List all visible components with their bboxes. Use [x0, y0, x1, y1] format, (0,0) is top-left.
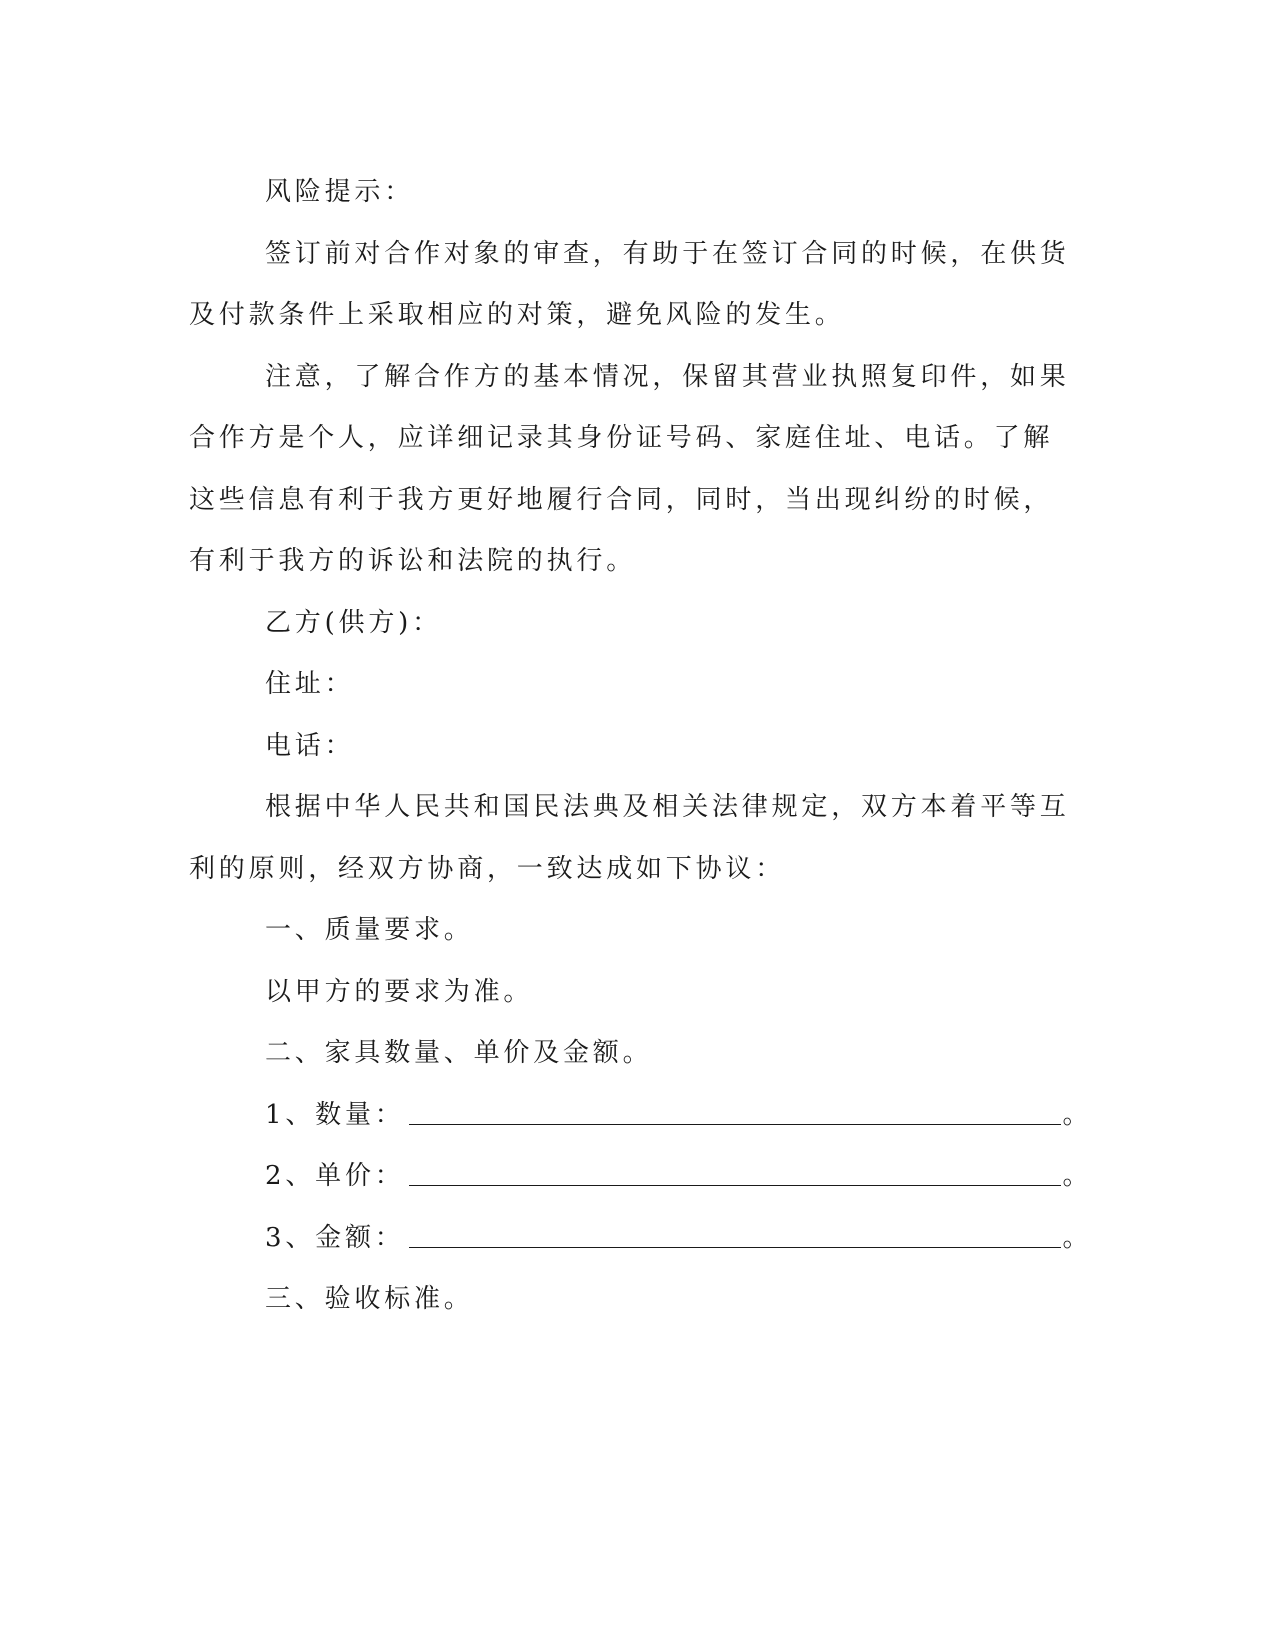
legal-basis-paragraph: 根据中华人民共和国民法典及相关法律规定，双方本着平等互利的原则，经双方协商，一致达成如下协议：: [189, 792, 1070, 884]
unit-price-blank: [409, 1161, 1061, 1186]
quantity-label: 1、数量：: [265, 1099, 405, 1130]
quantity-blank: [409, 1100, 1061, 1125]
address-label: 住址：: [265, 669, 355, 699]
section-1-title: 一、质量要求。: [265, 915, 474, 945]
amount-label: 3、金额：: [265, 1222, 405, 1253]
phone-label: 电话：: [265, 730, 355, 761]
quantity-fill-line: [189, 1085, 1093, 1147]
notice-paragraph: 注意，了解合作方的基本情况，保留其营业执照复印件，如果合作方是个人，应详细记录其身份证号码、家庭住址、电话。了解这些信息有利于我方更好地履行合同，同时，当出现纠纷的时候，有利于我方的诉讼和法院的执行。: [189, 361, 1070, 576]
risk-heading: 风险提示：: [265, 177, 415, 207]
review-paragraph: 签订前对合作对象的审查，有助于在签订合同的时候，在供货及付款条件上采取相应的对策，避免风险的发生。: [189, 238, 1070, 330]
party-b-label: 乙方(供方)：: [265, 607, 442, 638]
amount-fill-line: [189, 1208, 1093, 1270]
amount-blank: [409, 1223, 1061, 1248]
section-1-body: 以甲方的要求为准。: [265, 976, 534, 1007]
document-body: [189, 162, 1093, 1331]
section-3-title: 三、验收标准。: [265, 1284, 474, 1314]
unit-price-fill-line: [189, 1146, 1093, 1208]
unit-price-label: 2、单价：: [265, 1161, 405, 1191]
unit-price-end-mark: 。: [1062, 1161, 1093, 1191]
section-2-title: 二、家具数量、单价及金额。: [265, 1038, 653, 1068]
amount-end-mark: 。: [1062, 1222, 1093, 1253]
quantity-end-mark: 。: [1062, 1099, 1093, 1130]
